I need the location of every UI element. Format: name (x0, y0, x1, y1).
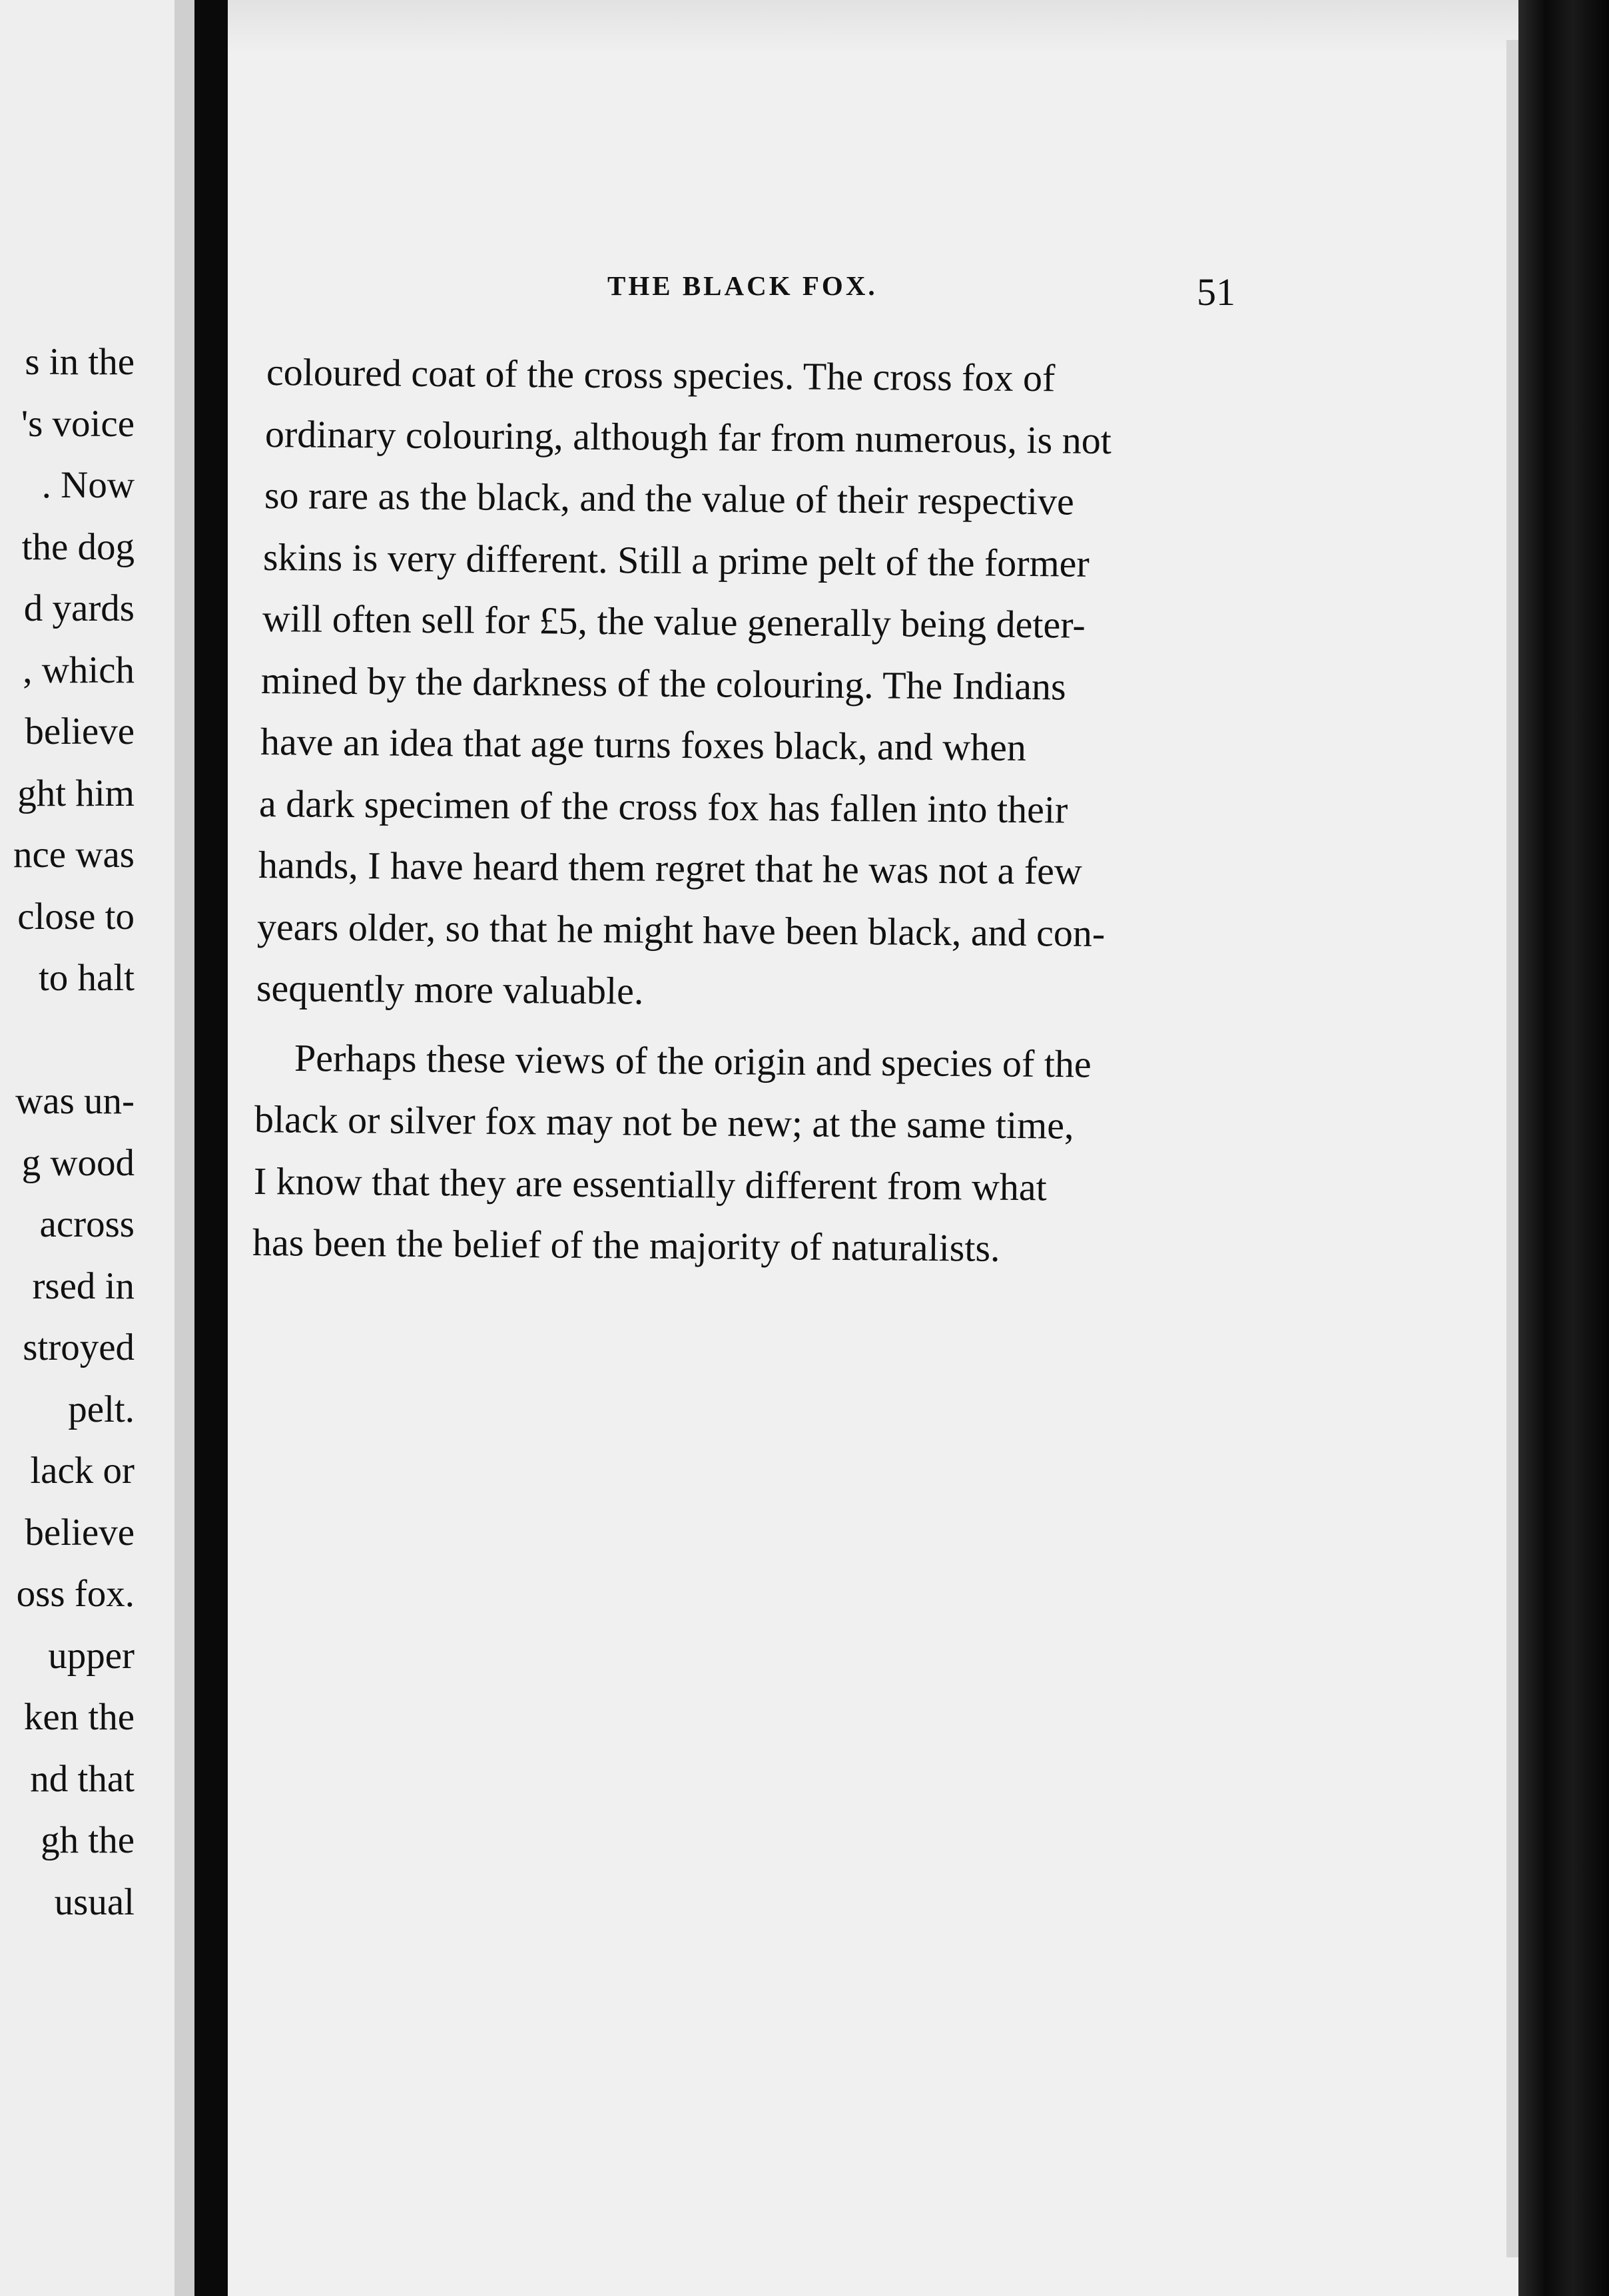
left-page-line: g wood (21, 1142, 135, 1184)
body-text-line: Perhaps these views of the origin and species of the (294, 1036, 1092, 1086)
book-edge-shadow (1518, 0, 1609, 2296)
body-text-line: so rare as the black, and the value of their respective (264, 473, 1075, 523)
left-page-line: pelt. (68, 1388, 135, 1430)
page-gutter-shadow (174, 0, 194, 2296)
left-page-line: oss fox. (16, 1573, 135, 1615)
left-page-line: was un- (15, 1080, 135, 1122)
left-page-line: rsed in (32, 1265, 135, 1307)
previous-page-fragment (0, 0, 174, 2296)
book-page (228, 0, 1518, 2296)
body-text-line: I know that they are essentially different from what (253, 1159, 1047, 1209)
page-number: 51 (1197, 270, 1235, 314)
binding-gutter (194, 0, 228, 2296)
left-page-line: d yards (23, 587, 135, 629)
left-page-line: to halt (38, 957, 135, 999)
left-page-line: stroyed (23, 1326, 135, 1368)
left-page-line: usual (54, 1881, 135, 1923)
body-text-line: has been the belief of the majority of naturalists. (252, 1221, 1000, 1270)
running-head: THE BLACK FOX. (607, 270, 878, 301)
left-page-line: believe (25, 711, 135, 752)
page-edge (1506, 40, 1518, 2257)
left-page-line: nce was (13, 834, 135, 876)
left-page-line: gh the (41, 1819, 135, 1861)
page-top-shadow (228, 0, 1518, 53)
left-page-line: believe (25, 1512, 135, 1554)
left-page-line: close to (17, 896, 135, 938)
body-text-line: will often sell for £5, the value generally being deter- (262, 597, 1086, 647)
left-page-line: nd that (30, 1758, 135, 1800)
left-page-line: the dog (21, 526, 135, 568)
body-text-line: have an idea that age turns foxes black, and when (260, 720, 1027, 770)
left-page-line: s in the (25, 341, 135, 383)
left-page-line: , which (23, 649, 135, 691)
body-text-line: a dark specimen of the cross fox has fallen into their (258, 782, 1068, 832)
body-text-line: black or silver fox may not be new; at the same time, (254, 1097, 1074, 1147)
body-text-line: hands, I have heard them regret that he was not a few (258, 843, 1083, 893)
left-page-line: lack or (30, 1450, 135, 1492)
left-page-line: . Now (41, 464, 135, 506)
left-page-line: ken the (23, 1696, 135, 1738)
body-text-line: sequently more valuable. (256, 966, 644, 1013)
left-page-line: ght him (17, 772, 135, 814)
body-text-line: mined by the darkness of the colouring. The Indians (260, 659, 1066, 709)
body-text-line: ordinary colouring, although far from numerous, is not (264, 412, 1112, 462)
left-page-line: 's voice (21, 403, 135, 445)
left-page-line: across (39, 1203, 135, 1245)
body-text-line: years older, so that he might have been black, and con- (256, 905, 1106, 955)
body-text-line: coloured coat of the cross species. The cross fox of (266, 350, 1056, 400)
left-page-line: upper (48, 1635, 135, 1677)
body-text-line: skins is very different. Still a prime pelt of the former (262, 535, 1090, 585)
